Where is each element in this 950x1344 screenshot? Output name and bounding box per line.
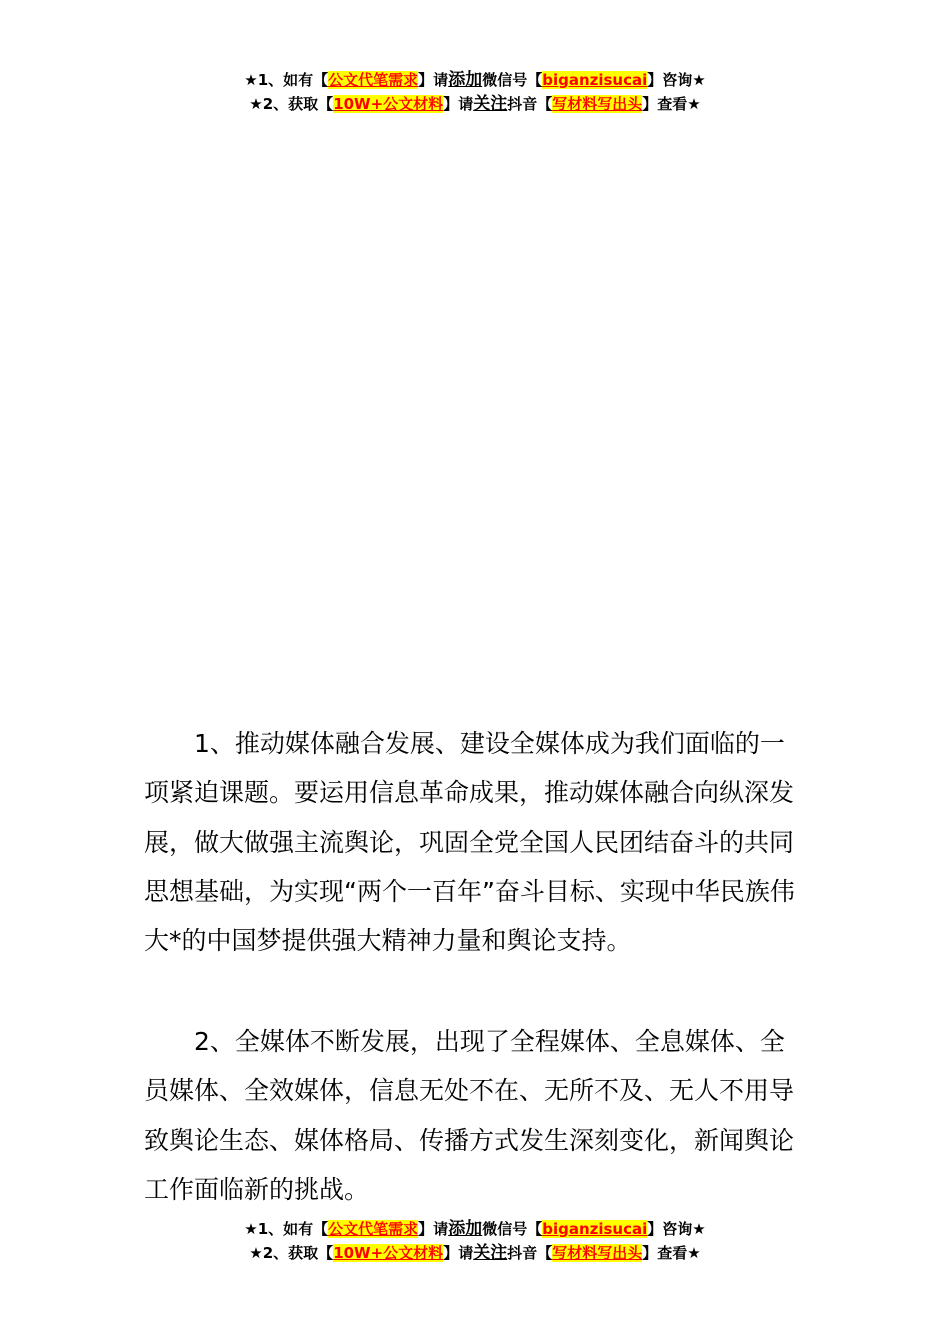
header-line1-mid2: 微信号【 [482, 71, 543, 89]
header-banner-line-1 [0, 68, 950, 92]
footer-line2-mid2: 抖音【 [507, 1244, 553, 1262]
footer-line1-mid2: 微信号【 [482, 1220, 543, 1238]
footer-line2-suffix: 】查看★ [642, 1244, 701, 1262]
footer-line2-mid1: 】请 [443, 1244, 474, 1262]
footer-banner-line-2 [0, 1241, 950, 1265]
footer-line1-mid1: 】请 [418, 1220, 449, 1238]
header-banner-line-2 [0, 92, 950, 116]
header-line2-mid2: 抖音【 [507, 95, 553, 113]
footer-line2-highlight-materials: 10W+公文材料 [333, 1244, 444, 1262]
footer-line2-prefix: ★2、获取【 [249, 1244, 334, 1262]
header-line2-highlight-materials: 10W+公文材料 [333, 95, 444, 113]
body-paragraph-2: 2、全媒体不断发展，出现了全程媒体、全息媒体、全员媒体、全效媒体，信息无处不在、无所不及、无人不用导致舆论生态、媒体格局、传播方式发生深刻变化，新闻舆论工作面临新的挑战。 [144, 1027, 795, 1204]
footer-banner [0, 1217, 950, 1265]
header-line1-emphasis: 添加 [448, 70, 483, 90]
footer-line2-highlight-douyin: 写材料写出头 [552, 1244, 643, 1262]
footer-line1-emphasis: 添加 [448, 1219, 483, 1239]
header-line1-mid1: 】请 [418, 71, 449, 89]
header-line2-highlight-douyin: 写材料写出头 [552, 95, 643, 113]
header-line2-prefix: ★2、获取【 [249, 95, 334, 113]
body-paragraph-1: 1、推动媒体融合发展、建设全媒体成为我们面临的一项紧迫课题。要运用信息革命成果，推动媒体融合向纵深发展，做大做强主流舆论，巩固全党全国人民团结奋斗的共同思想基础，为实现“两个一百年”奋斗目标、实现中华民族伟大*的中国梦提供强大精神力量和舆论支持。 [144, 729, 795, 956]
footer-line1-highlight-wechat: biganzisucai [542, 1220, 648, 1238]
footer-line1-prefix: ★1、如有【 [244, 1220, 329, 1238]
header-line1-prefix: ★1、如有【 [244, 71, 329, 89]
footer-line1-highlight-service: 公文代笔需求 [328, 1220, 419, 1238]
header-line2-emphasis: 关注 [473, 94, 508, 114]
header-line1-highlight-wechat: biganzisucai [542, 71, 648, 89]
header-line2-mid1: 】请 [443, 95, 474, 113]
footer-banner-line-1 [0, 1217, 950, 1241]
header-line1-highlight-service: 公文代笔需求 [328, 71, 419, 89]
header-line1-suffix: 】咨询★ [647, 71, 706, 89]
footer-line1-suffix: 】咨询★ [647, 1220, 706, 1238]
header-banner [0, 68, 950, 116]
footer-line2-emphasis: 关注 [473, 1243, 508, 1263]
header-line2-suffix: 】查看★ [642, 95, 701, 113]
